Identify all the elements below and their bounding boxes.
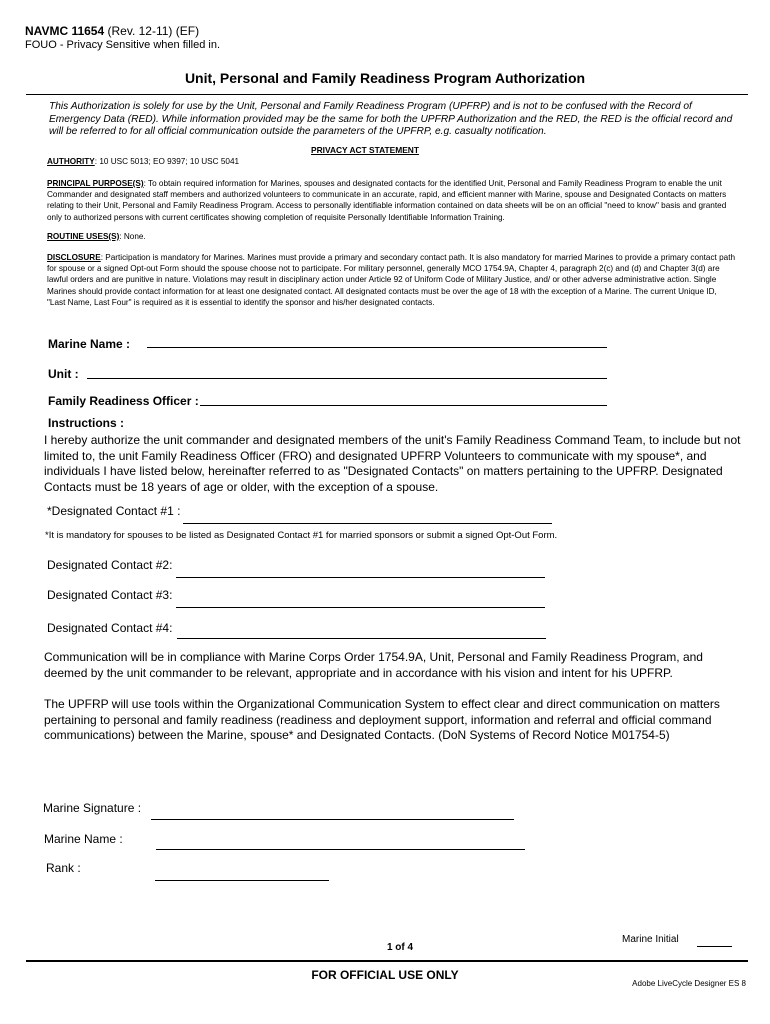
purpose-label: PRINCIPAL PURPOSE(S) — [47, 179, 144, 188]
title-rule — [26, 94, 748, 95]
contact-4-field[interactable] — [177, 638, 546, 639]
disclosure-block — [47, 252, 737, 308]
form-number: NAVMC 11654 — [25, 24, 105, 38]
unit-field[interactable] — [87, 378, 607, 379]
page-title: Unit, Personal and Family Readiness Program Authorization — [184, 70, 586, 86]
marine-initial-label: Marine Initial — [622, 934, 679, 945]
intro-text: This Authorization is solely for use by the Unit, Personal and Family Readiness Program (UPFRP) and is not to be confused with the Record of Emergency Data (RED). While information provided may be the same for both the UPFRP Authorization and the RED, the RED is the official record and will be referred to for all official communication outside the parameters of the UPFRP, e.g. casualty notification. — [49, 101, 733, 138]
contact-3-field[interactable] — [176, 607, 545, 608]
compliance-text: Communication will be in compliance with Marine Corps Order 1754.9A, Unit, Personal and Family Readiness Program, and deemed by the unit commander to be relevant, appropriate and in accordance with his vision and intent for his UPFRP. — [44, 650, 703, 680]
contact-1-field[interactable] — [183, 523, 552, 524]
rank-label: Rank : — [46, 861, 81, 875]
marine-name-field[interactable] — [147, 347, 607, 348]
fouo-note: FOUO - Privacy Sensitive when filled in. — [25, 39, 221, 51]
footer-rule — [26, 960, 748, 962]
disclosure-label: DISCLOSURE — [47, 253, 101, 262]
authority-text: : 10 USC 5013; EO 9397; 10 USC 5041 — [94, 157, 240, 166]
authority-label: AUTHORITY — [47, 157, 95, 166]
contact-1-label: *Designated Contact #1 : — [47, 504, 181, 518]
contact-2-label: Designated Contact #2: — [47, 558, 173, 572]
contact-4-label: Designated Contact #4: — [47, 621, 173, 635]
instructions-text: I hereby authorize the unit commander and designated members of the unit's Family Readiness Command Team, to include but not limited to, the unit Family Readiness Officer (FRO) and designated UPFRP Volunteers to communicate with my spouse*, and individuals I have listed below, hereinafter referred to as "Designated Contacts" on matters pertaining to the UPFRP. Designated Contacts must be 18 years of age or older, with the exception of a spouse. — [44, 433, 741, 494]
fro-field[interactable] — [200, 405, 607, 406]
routine-block — [47, 231, 737, 242]
software-credit: Adobe LiveCycle Designer ES 8 — [632, 979, 746, 988]
marine-initial-field[interactable] — [697, 946, 732, 947]
disclosure-text: : Participation is mandatory for Marines. Marines must provide a primary and secondary contact path. It is also mandatory for married Marines to provide a primary contact path for spouse or a signed Opt-out Form should the spouse choose not to participate. For military personnel, generally MCO 1754.9A, Chapter 4, paragraph 2(c) and (d) and Chapter 3(d) are lawful orders and are punitive in nature. Violations may result in disciplinary action under Article 92 of Uniform Code of Military Justice, and/ or other adverse administrative action. Single Marines should provide contact information for at least one designated contact. All designated contacts must be over the age of 18 with the exception of a Marine. The current Unique ID, "Last Name, Last Four" is required as it is essential to identify the sponsor and his/her designated contacts. — [47, 253, 736, 307]
routine-label: ROUTINE USES(S) — [47, 232, 120, 241]
contact-2-field[interactable] — [176, 577, 545, 578]
unit-label: Unit : — [48, 367, 79, 381]
form-number-line — [25, 24, 199, 38]
privacy-heading: PRIVACY ACT STATEMENT — [311, 145, 419, 155]
tools-text: The UPFRP will use tools within the Organizational Communication System to effect clear and direct communication on matters pertaining to personal and family readiness (readiness and deployment support, information and referral and official command communications) between the Marine, spouse* and Designated Contacts. (DoN Systems of Record Notice M01754-5) — [44, 697, 720, 742]
official-use-banner: FOR OFFICIAL USE ONLY — [311, 968, 459, 982]
signature-label: Marine Signature : — [43, 801, 142, 815]
signature-field[interactable] — [151, 819, 514, 820]
purpose-text: : To obtain required information for Marines, spouses and designated contacts for the identified Unit, Personal and Family Readiness Program to enable the unit Commander and designated staff members and authorized volunteers to communicate in an accurate, rapid, and efficient manner with Marine, spouse and Designated Contacts on matters relating to their Unit, Personal and Family Readiness Program. Access to personally identifiable information contained on data sheets will be on an official "need to know" basis and granted only to authorized persons with current certificates showing completion of requisite Personally Identifiable Information Training. — [47, 179, 727, 222]
contact-1-note: *It is mandatory for spouses to be listed as Designated Contact #1 for married sponsors or submit a signed Opt-Out Form. — [45, 530, 558, 541]
authority-block — [47, 156, 737, 167]
form-revision: (Rev. 12-11) (EF) — [107, 24, 200, 38]
purpose-block — [47, 178, 737, 223]
signature-name-field[interactable] — [156, 849, 525, 850]
rank-field[interactable] — [155, 880, 329, 881]
instructions-heading: Instructions : — [48, 416, 125, 430]
fro-label: Family Readiness Officer : — [48, 394, 199, 408]
signature-name-label: Marine Name : — [44, 832, 123, 846]
marine-name-label: Marine Name : — [48, 337, 131, 351]
routine-text: : None. — [119, 232, 146, 241]
contact-3-label: Designated Contact #3: — [47, 588, 173, 602]
page-number: 1 of 4 — [386, 942, 414, 953]
